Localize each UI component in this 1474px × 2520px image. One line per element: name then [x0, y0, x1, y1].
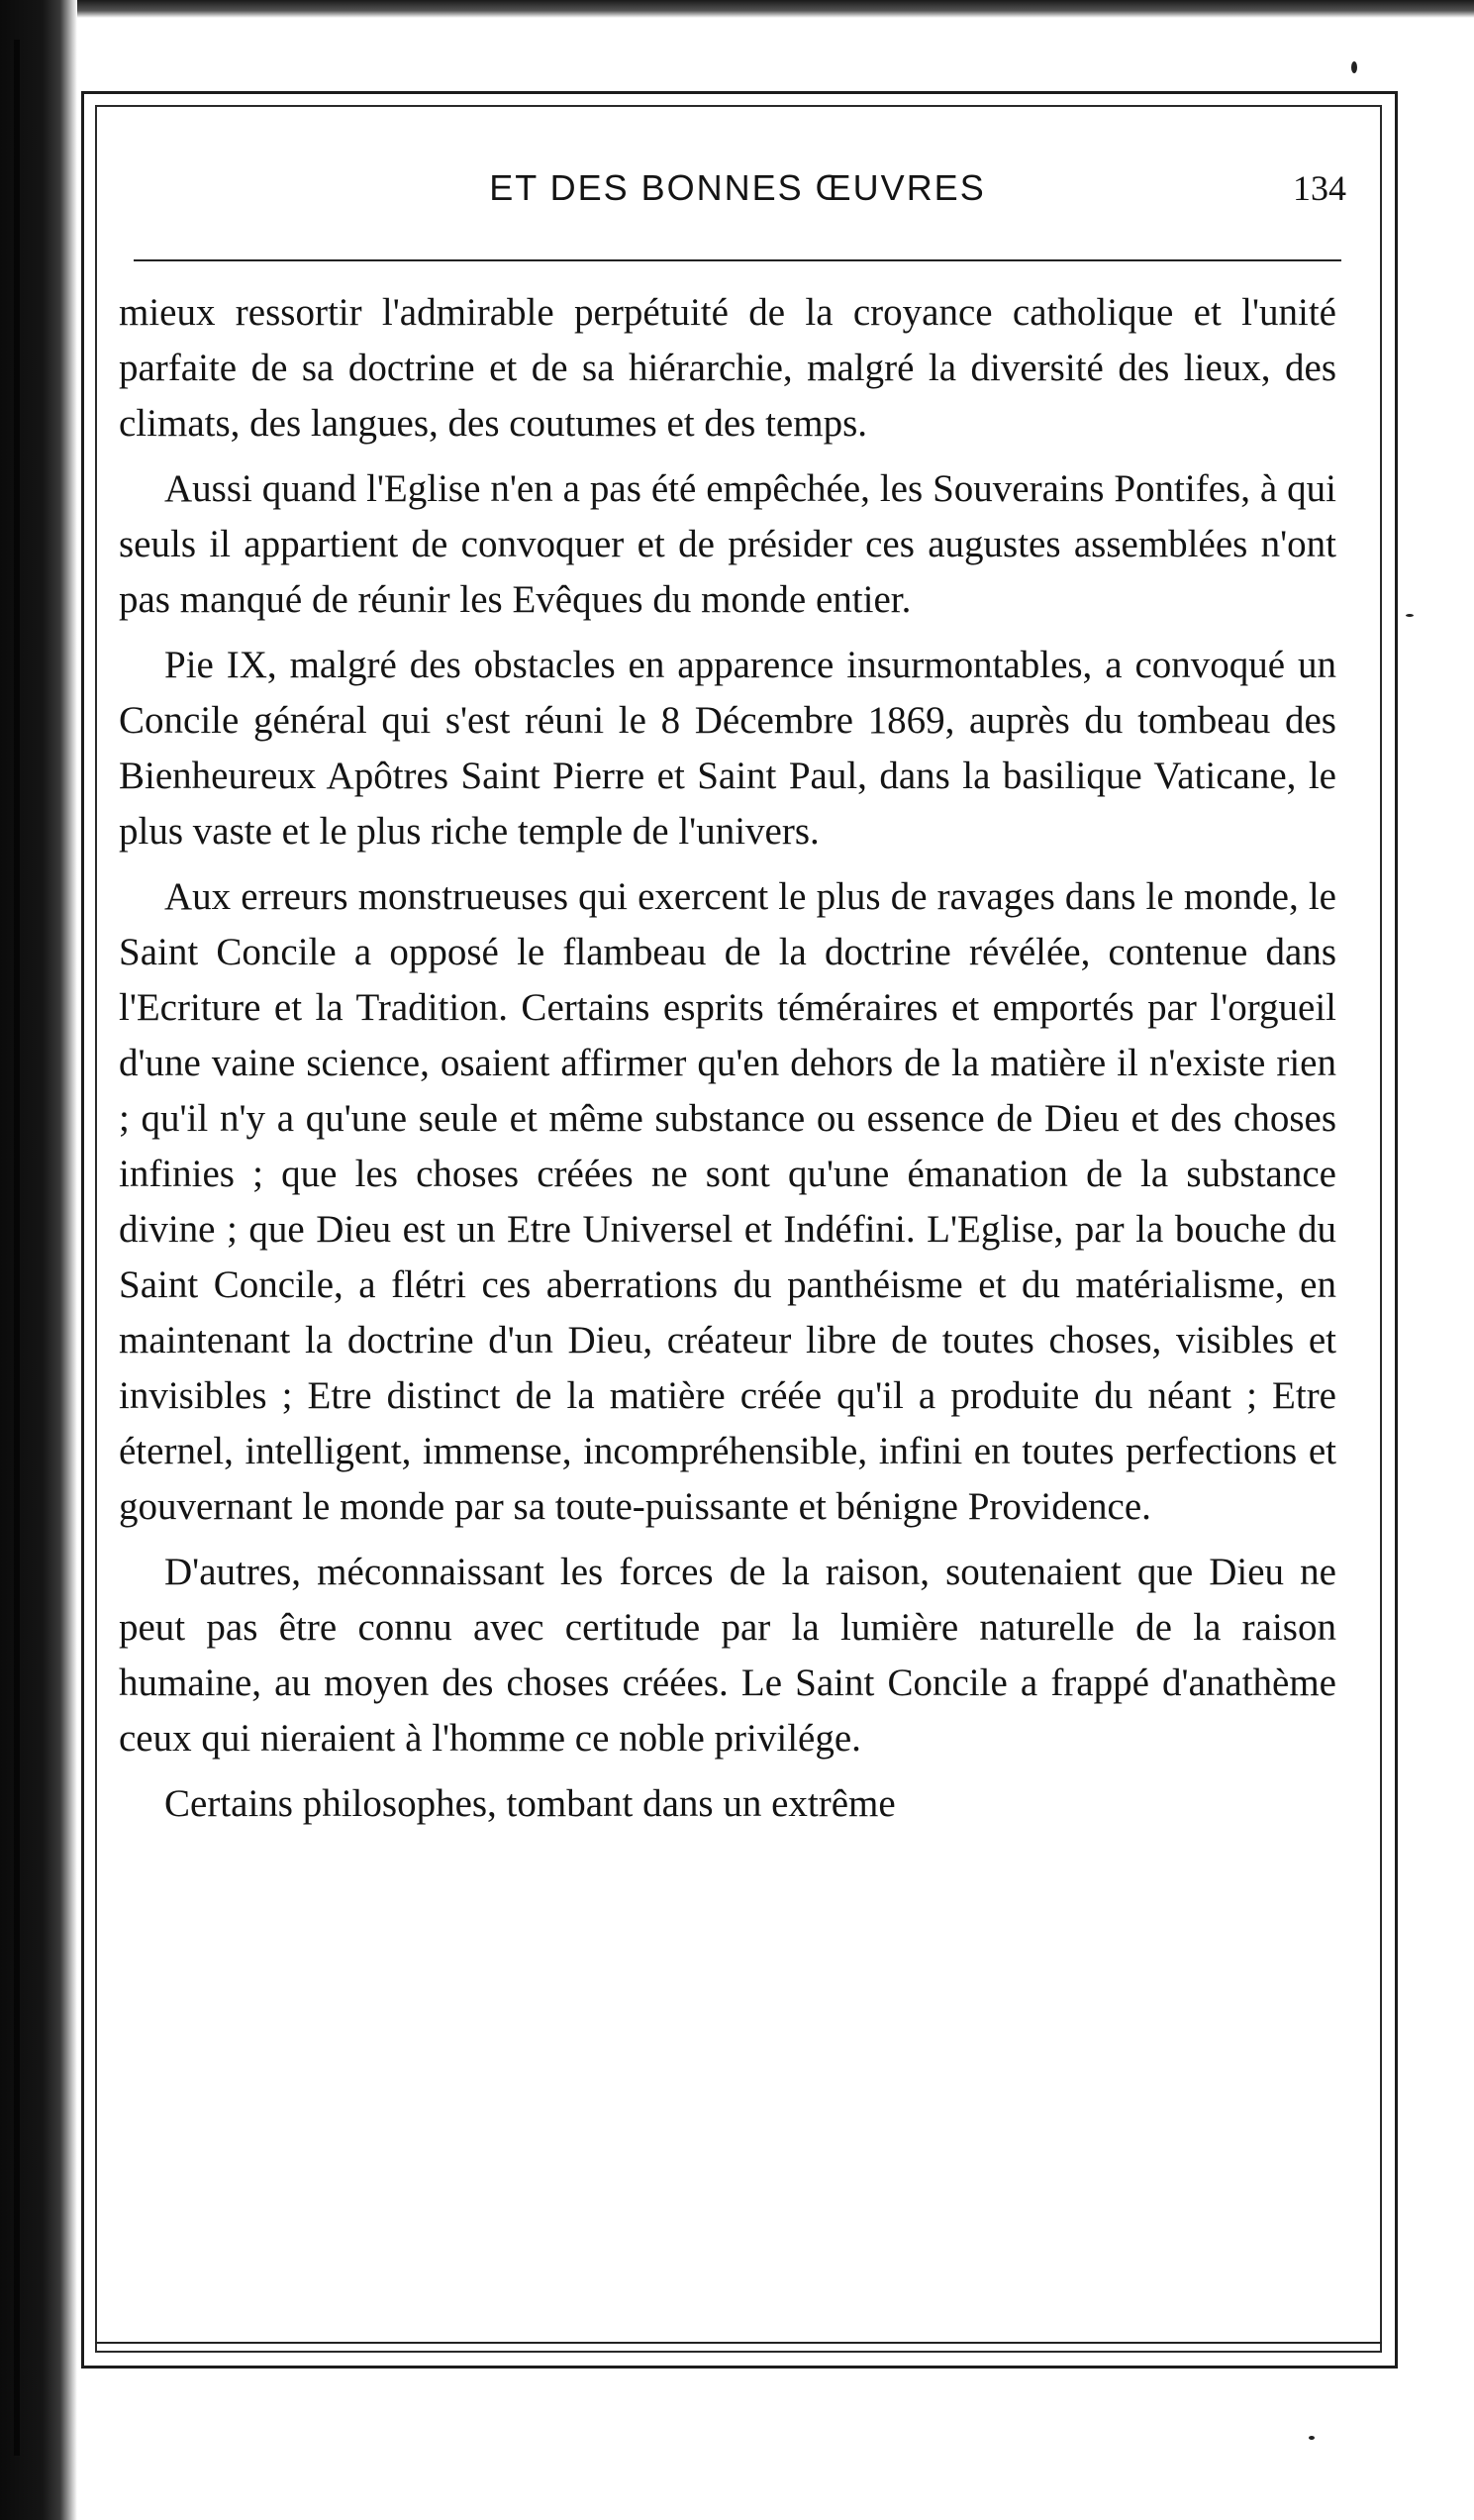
scan-speck — [1309, 2436, 1315, 2440]
paragraph-6: Certains philosophes, tombant dans un extrême — [164, 1782, 896, 1825]
paragraph-1: mieux ressortir l'admirable perpétuité de la croyance catholique et l'unité parfaite de sa doctrine et de sa hiérarchie, malgré la diversité des lieux, des climats, des langues, des coutumes et des temps. — [119, 291, 1336, 445]
binding-shadow — [14, 40, 20, 2456]
paragraph-4: Aux erreurs monstrueuses qui exercent le plus de ravages dans le monde, le Saint Concile a opposé le flambeau de la doctrine révélée, contenue dans l'Ecriture et la Tradition. Certains esprits téméraires et emportés par l'orgueil d'une vaine science, osaient affirmer qu'en dehors de la matière il n'existe rien ; qu'il n'y a qu'une seule et même substance ou essence de Dieu et des choses infinies ; que les choses créées ne sont qu'une émanation de la substance divine ; que Dieu est un Etre Universel et Indéfini. L'Eglise, par la bouche du Saint Concile, a flétri ces aberrations du panthéisme et du matérialisme, en maintenant la doctrine d'un Dieu, créateur libre de toutes choses, visibles et invisibles ; Etre distinct de la matière créée qu'il a produite du néant ; Etre éternel, intelligent, immense, incompréhensible, infini en toutes perfections et gouvernant le monde par sa toute-puissante et bénigne Providence. — [119, 875, 1336, 1528]
text-body — [119, 285, 1336, 2315]
paragraph-5: D'autres, méconnaissant les forces de la raison, soutenaient que Dieu ne peut pas être connu avec certitude par la lumière naturelle de la raison humaine, au moyen des choses créées. Le Saint Concile a frappé d'anathème ceux qui nieraient à l'homme ce noble privilége. — [119, 1551, 1336, 1760]
paragraph-3: Pie IX, malgré des obstacles en apparence insurmontables, a convoqué un Concile général qui s'est réuni le 8 Décembre 1869, auprès du tombeau des Bienheureux Apôtres Saint Pierre et Saint Paul, dans la basilique Vaticane, le plus vaste et le plus riche temple de l'univers. — [119, 644, 1336, 853]
page-header — [129, 163, 1346, 223]
paragraph-2: Aussi quand l'Eglise n'en a pas été empêchée, les Souverains Pontifes, à qui seuls il appartient de convoquer et de présider ces augustes assemblées n'ont pas manqué de réunir les Evêques du monde entier. — [119, 467, 1336, 621]
page-number: 134 — [1293, 168, 1346, 208]
header-rule — [134, 259, 1341, 261]
bottom-rule — [95, 2342, 1382, 2344]
running-title: ET DES BONNES ŒUVRES — [489, 167, 986, 208]
scan-speck — [1406, 614, 1414, 617]
book-binding-edge — [0, 0, 77, 2520]
scan-speck — [1351, 61, 1357, 73]
scan-top-edge — [0, 0, 1474, 18]
